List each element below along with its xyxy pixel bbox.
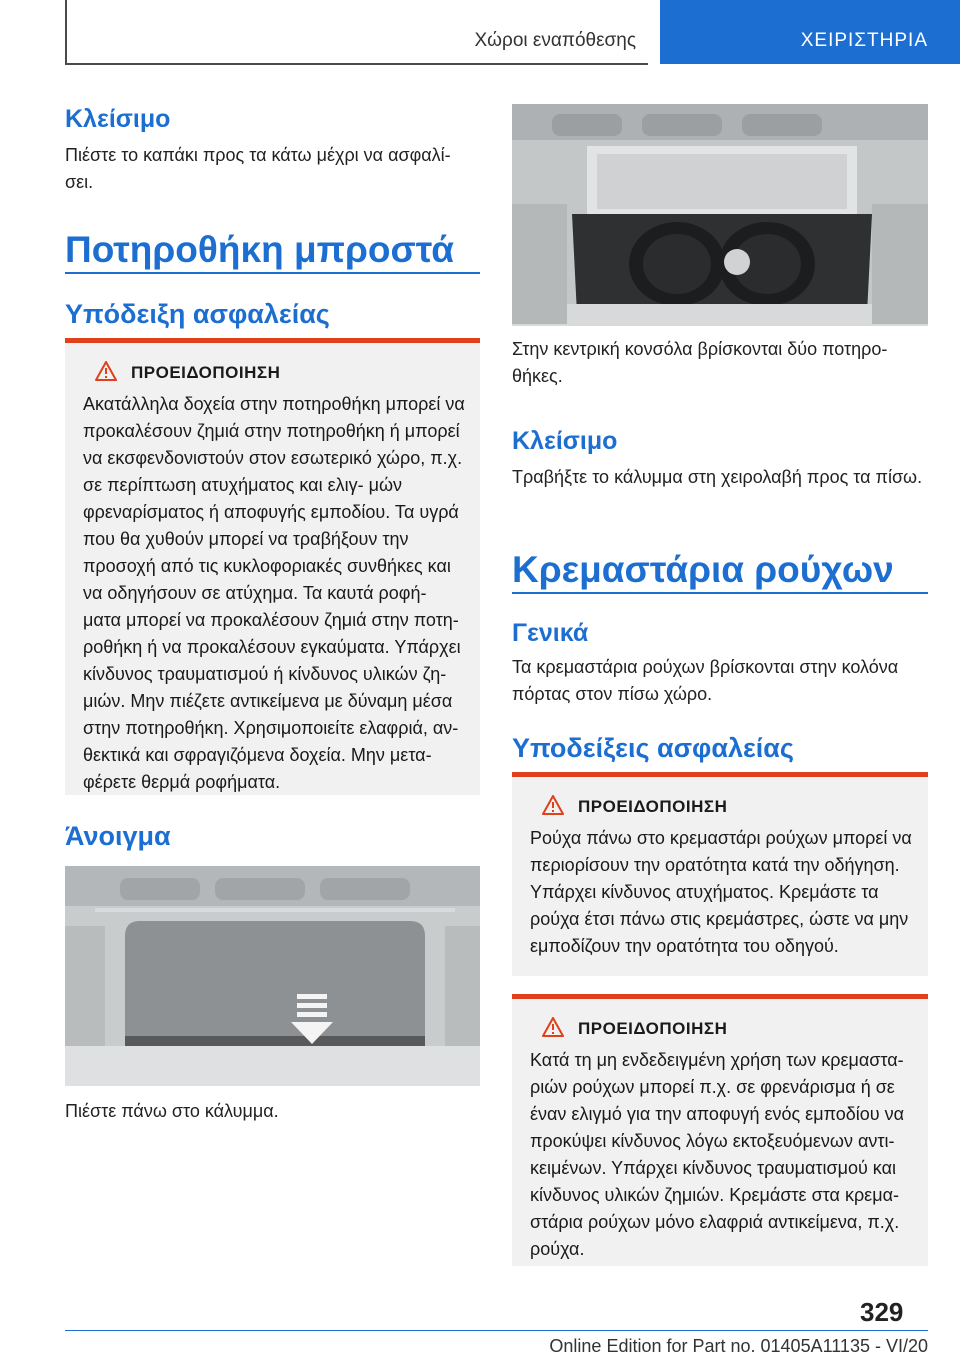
warning-label: ΠΡΟΕΙΔΟΠΟΙΗΣΗ <box>131 363 281 382</box>
opening-heading: Άνοιγμα <box>65 821 171 851</box>
closing-heading: Κλείσιμο <box>65 105 171 133</box>
page-number: 329 <box>860 1297 904 1327</box>
warning-triangle-icon <box>542 1017 564 1042</box>
closing-text-right: Τραβήξτε το κάλυμμα στη χειρολαβή προς τα πίσω. <box>512 467 923 487</box>
hanger-warning-box-1 <box>512 772 928 976</box>
warning-label: ΠΡΟΕΙΔΟΠΟΙΗΣΗ <box>578 1019 728 1038</box>
footer-rule <box>65 1330 928 1331</box>
warning-label: ΠΡΟΕΙΔΟΠΟΙΗΣΗ <box>578 797 728 816</box>
opening-caption: Πιέστε πάνω στο κάλυμμα. <box>65 1101 279 1121</box>
cupholder-caption: Στην κεντρική κονσόλα βρίσκονται δύο ποτηρο- θήκες. <box>512 339 888 386</box>
safety-heading: Υπόδειξη ασφαλείας <box>65 299 330 329</box>
safety-heading-right: Υποδείξεις ασφαλείας <box>512 733 794 763</box>
warning-text: Ακατάλληλα δοχεία στην ποτηροθήκη μπορεί να προκαλέσουν ζημιά στην ποτηροθήκη ή μπορεί να εκσφενδονιστούν στον εσωτερικό χώρο, π.χ. σε περίπτωση ατυχήματος και ελιγ- μών φρεναρίσματος ή αποφυγής εμποδίου. Τα υγρά που θα χυθούν μπορεί να τραβήξουν την προσοχή από τις κυκλοφοριακές συνθήκες και να οδηγήσουν σε ατύχημα. Τα καυτά ροφή- ματα μπορεί να προκαλέσουν ζημιά στην ποτη- ροθήκη ή να προκαλέσουν εγκαύματα. Υπάρχει κίνδυνος τραυματισμού ή κίνδυνος υλικών ζη- μιών. Μην πιέζετε αντικείμενα με δύναμη μέσα στην ποτηροθήκη. Χρησιμοποιείτε ελαφριά, αν- θεκτικά και σφραγιζόμενα δοχεία. Μην μετα- φέρετε θερμά ροφήματα. <box>83 394 465 792</box>
general-text: Τα κρεμαστάρια ρούχων βρίσκονται στην κολόνα πόρτας στον πίσω χώρο. <box>512 657 899 704</box>
header-chapter-tab[interactable]: ΧΕΙΡΙΣΤΗΡΙΑ <box>660 0 960 64</box>
hangers-heading-rule <box>512 592 928 594</box>
cupholder-heading-rule <box>65 272 480 274</box>
cupholder-heading: Ποτηροθήκη μπροστά <box>65 229 455 270</box>
edition-footer[interactable]: Online Edition for Part no. 01405A11135 - VI/20 <box>549 1336 928 1356</box>
cupholder-cover-image <box>65 866 480 1086</box>
hangers-heading: Κρεμαστάρια ρούχων <box>512 549 894 590</box>
warning-text: Κατά τη μη ενδεδειγμένη χρήση των κρεμαστα- ριών ρούχων μπορεί π.χ. σε φρενάρισμα ή σε έναν ελιγμό για την αποφυγή ενός εμποδίου να προκύψει κίνδυνος λόγω εκτοξευόμενων αντι- κειμένων. Υπάρχει κίνδυνος τραυματισμού και κίνδυνος υλικών ζημιών. Κρεμάστε στα κρεμα- στάρια ρούχων μόνο ελαφριά αντικείμενα, π.χ. ρούχα. <box>530 1050 905 1259</box>
hanger-warning-box-2 <box>512 994 928 1266</box>
warning-triangle-icon <box>542 795 564 820</box>
warning-text: Ρούχα πάνω στο κρεμαστάρι ρούχων μπορεί να περιορίσουν την ορατότητα κατά την οδήγηση. Υπάρχει κίνδυνος ατυχήματος. Κρεμάστε τα ρούχα έτσι πάνω στις κρεμάστρες, ώστε να μην εμποδίζουν την ορατότητα του οδηγού. <box>530 828 912 956</box>
closing-heading-right: Κλείσιμο <box>512 427 618 455</box>
warning-triangle-icon <box>95 361 117 386</box>
header-section-title: Χώροι εναπόθεσης <box>474 30 636 51</box>
closing-text: Πιέστε το καπάκι προς τα κάτω μέχρι να ασφαλί- σει. <box>65 145 451 192</box>
header-left-rule <box>65 0 67 64</box>
general-heading: Γενικά <box>512 619 589 647</box>
cupholder-warning-box <box>65 338 480 795</box>
cupholder-open-image <box>512 104 928 326</box>
header-bottom-rule <box>65 63 648 65</box>
